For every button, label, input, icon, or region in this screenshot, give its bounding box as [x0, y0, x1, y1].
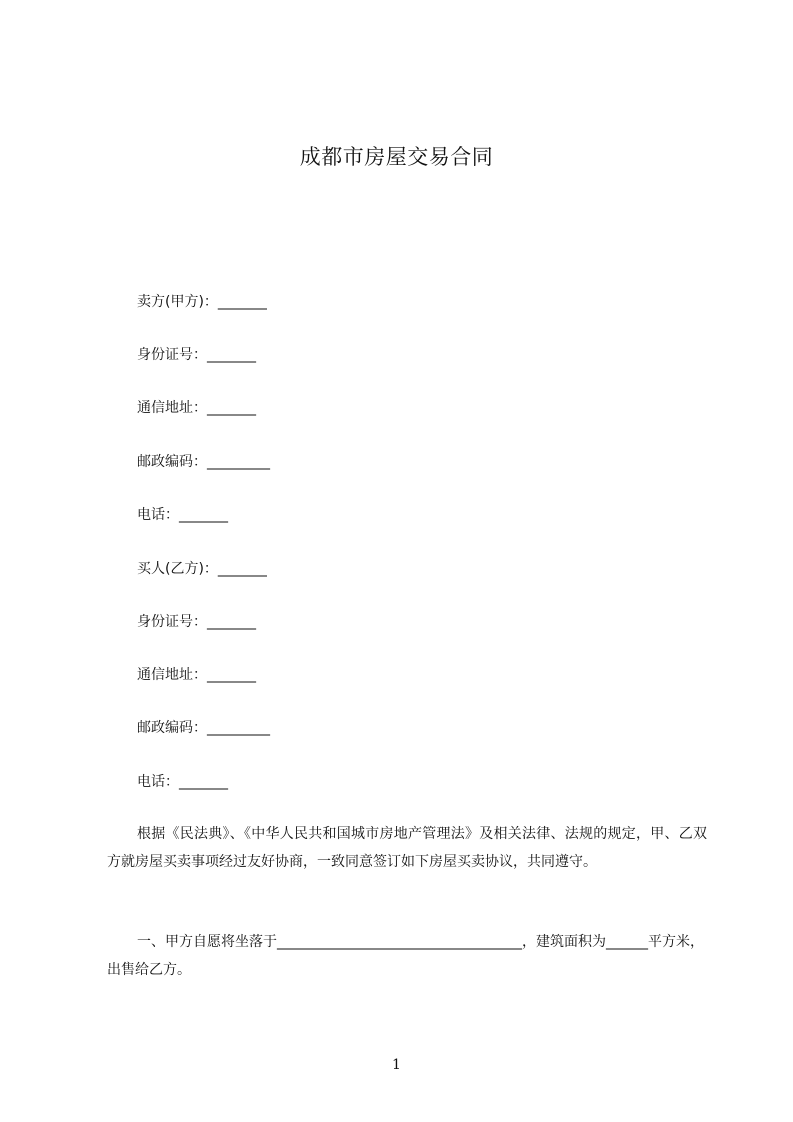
seller-address-field: 通信地址：_______ [137, 400, 256, 416]
seller-id-field: 身份证号：_______ [137, 347, 256, 363]
document-title: 成都市房屋交易合同 [299, 145, 494, 169]
buyer-id-field: 身份证号：_______ [137, 614, 256, 630]
clause-1-paragraph: 一、甲方自愿将坐落于___________________________________，建筑面积为______平方米，出售给乙方。 [107, 934, 704, 978]
buyer-name-field: 买人(乙方)：_______ [137, 561, 267, 577]
seller-name-field: 卖方(甲方)：_______ [137, 294, 267, 310]
seller-postcode-field: 邮政编码：_________ [137, 454, 270, 470]
seller-phone-field: 电话：_______ [137, 507, 228, 523]
buyer-phone-field: 电话：_______ [137, 774, 228, 790]
buyer-address-field: 通信地址：_______ [137, 667, 256, 683]
preamble-paragraph: 根据《民法典》、《中华人民共和国城市房地产管理法》及相关法律、法规的规定，甲、乙双方就房屋买卖事项经过友好协商，一致同意签订如下房屋买卖协议，共同遵守。 [107, 826, 707, 870]
buyer-postcode-field: 邮政编码：_________ [137, 720, 270, 736]
page-number: 1 [392, 1057, 401, 1073]
